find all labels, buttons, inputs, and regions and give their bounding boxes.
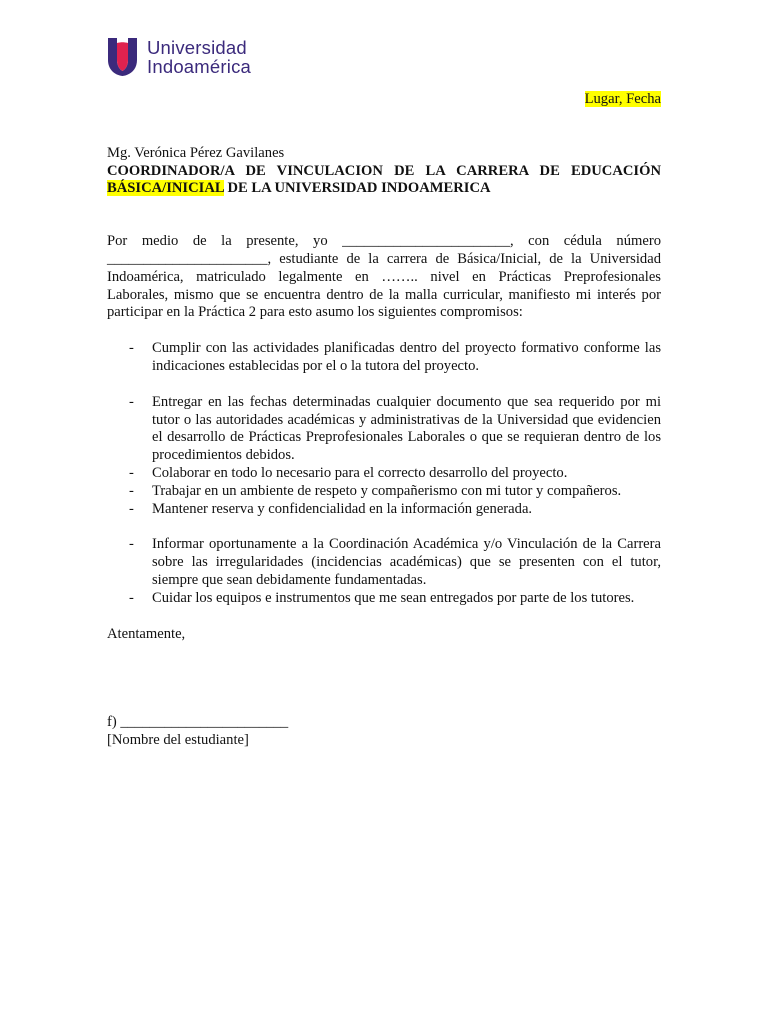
university-logo-icon (108, 38, 137, 76)
signature-line: f) _______________________ (107, 714, 289, 731)
list-item (107, 394, 661, 465)
list-item (107, 590, 661, 608)
bullet-dash: - (129, 464, 134, 481)
place-date-line (107, 91, 661, 109)
list-item (107, 465, 661, 483)
logo-line-1: Universidad (147, 37, 247, 58)
bullet-dash: - (129, 393, 134, 410)
list-item (107, 483, 661, 501)
bullet-dash: - (129, 340, 134, 357)
logo-line-2: Indoamérica (147, 56, 252, 77)
bullet-dash: - (129, 482, 134, 499)
list-item-text: Trabajar en un ambiente de respeto y compañerismo con mi tutor y compañeros. (152, 482, 622, 499)
recipient-title-line-2 (107, 180, 661, 198)
body-line-1: Por medio de la presente, yo _______________________, con cédula número (107, 233, 661, 250)
recipient-title-line-1: COORDINADOR/A DE VINCULACION DE LA CARRERA DE EDUCACIÓN (107, 162, 661, 179)
recipient-name: Mg. Verónica Pérez Gavilanes (107, 144, 285, 161)
place-date: Lugar, Fecha (584, 91, 661, 107)
closing: Atentamente, (107, 625, 186, 642)
list-item-text: Mantener reserva y confidencialidad en la información generada. (152, 500, 533, 517)
list-item (107, 501, 661, 519)
body-line-5: participar en la Práctica 2 para esto asumo los siguientes compromisos: (107, 304, 523, 321)
university-logo (108, 38, 251, 76)
letter-body (107, 91, 661, 750)
student-name-placeholder: [Nombre del estudiante] (107, 732, 249, 749)
list-item-text: Entregar en las fechas determinadas cualquier documento que sea requerido por mi tutor o las autoridades académicas y administrativas de la Universidad que evidencien el desarrollo de Prácticas Preprofesionales Laborales o que se requieran dentro de los procedimientos debidos. (152, 393, 661, 464)
recipient-title-rest: DE LA UNIVERSIDAD INDOAMERICA (223, 180, 491, 197)
body-paragraph (107, 233, 661, 322)
body-line-3: Indoamérica, matriculado legalmente en …….. nivel en Prácticas Preprofesionales (107, 268, 661, 285)
commitments-list (107, 536, 661, 607)
list-item-text: Informar oportunamente a la Coordinación Académica y/o Vinculación de la Carrera sobre las irregularidades (incidencias académicas) que se presenten con el tutor, siempre que sean debidamente fundamentadas. (152, 536, 661, 588)
bullet-dash: - (129, 536, 134, 553)
list-item (107, 536, 661, 589)
body-line-2: ______________________, estudiante de la carrera de Básica/Inicial, de la Universidad (107, 250, 661, 267)
list-item-text: Colaborar en todo lo necesario para el correcto desarrollo del proyecto. (152, 464, 568, 481)
bullet-dash: - (129, 500, 134, 517)
commitments-list (107, 340, 661, 376)
university-logo-wordmark (147, 38, 251, 76)
bullet-dash: - (129, 589, 134, 606)
body-line-4: Laborales, mismo que se encuentra dentro de la malla curricular, manifiesto mi interés por (107, 286, 661, 303)
list-item (107, 340, 661, 376)
commitments-list (107, 394, 661, 519)
recipient-title-highlight: BÁSICA/INICIAL (107, 180, 224, 197)
list-item-text: Cumplir con las actividades planificadas dentro del proyecto formativo conforme las indicaciones establecidas por el o la tutora del proyecto. (152, 340, 661, 374)
list-item-text: Cuidar los equipos e instrumentos que me sean entregados por parte de los tutores. (152, 589, 635, 606)
